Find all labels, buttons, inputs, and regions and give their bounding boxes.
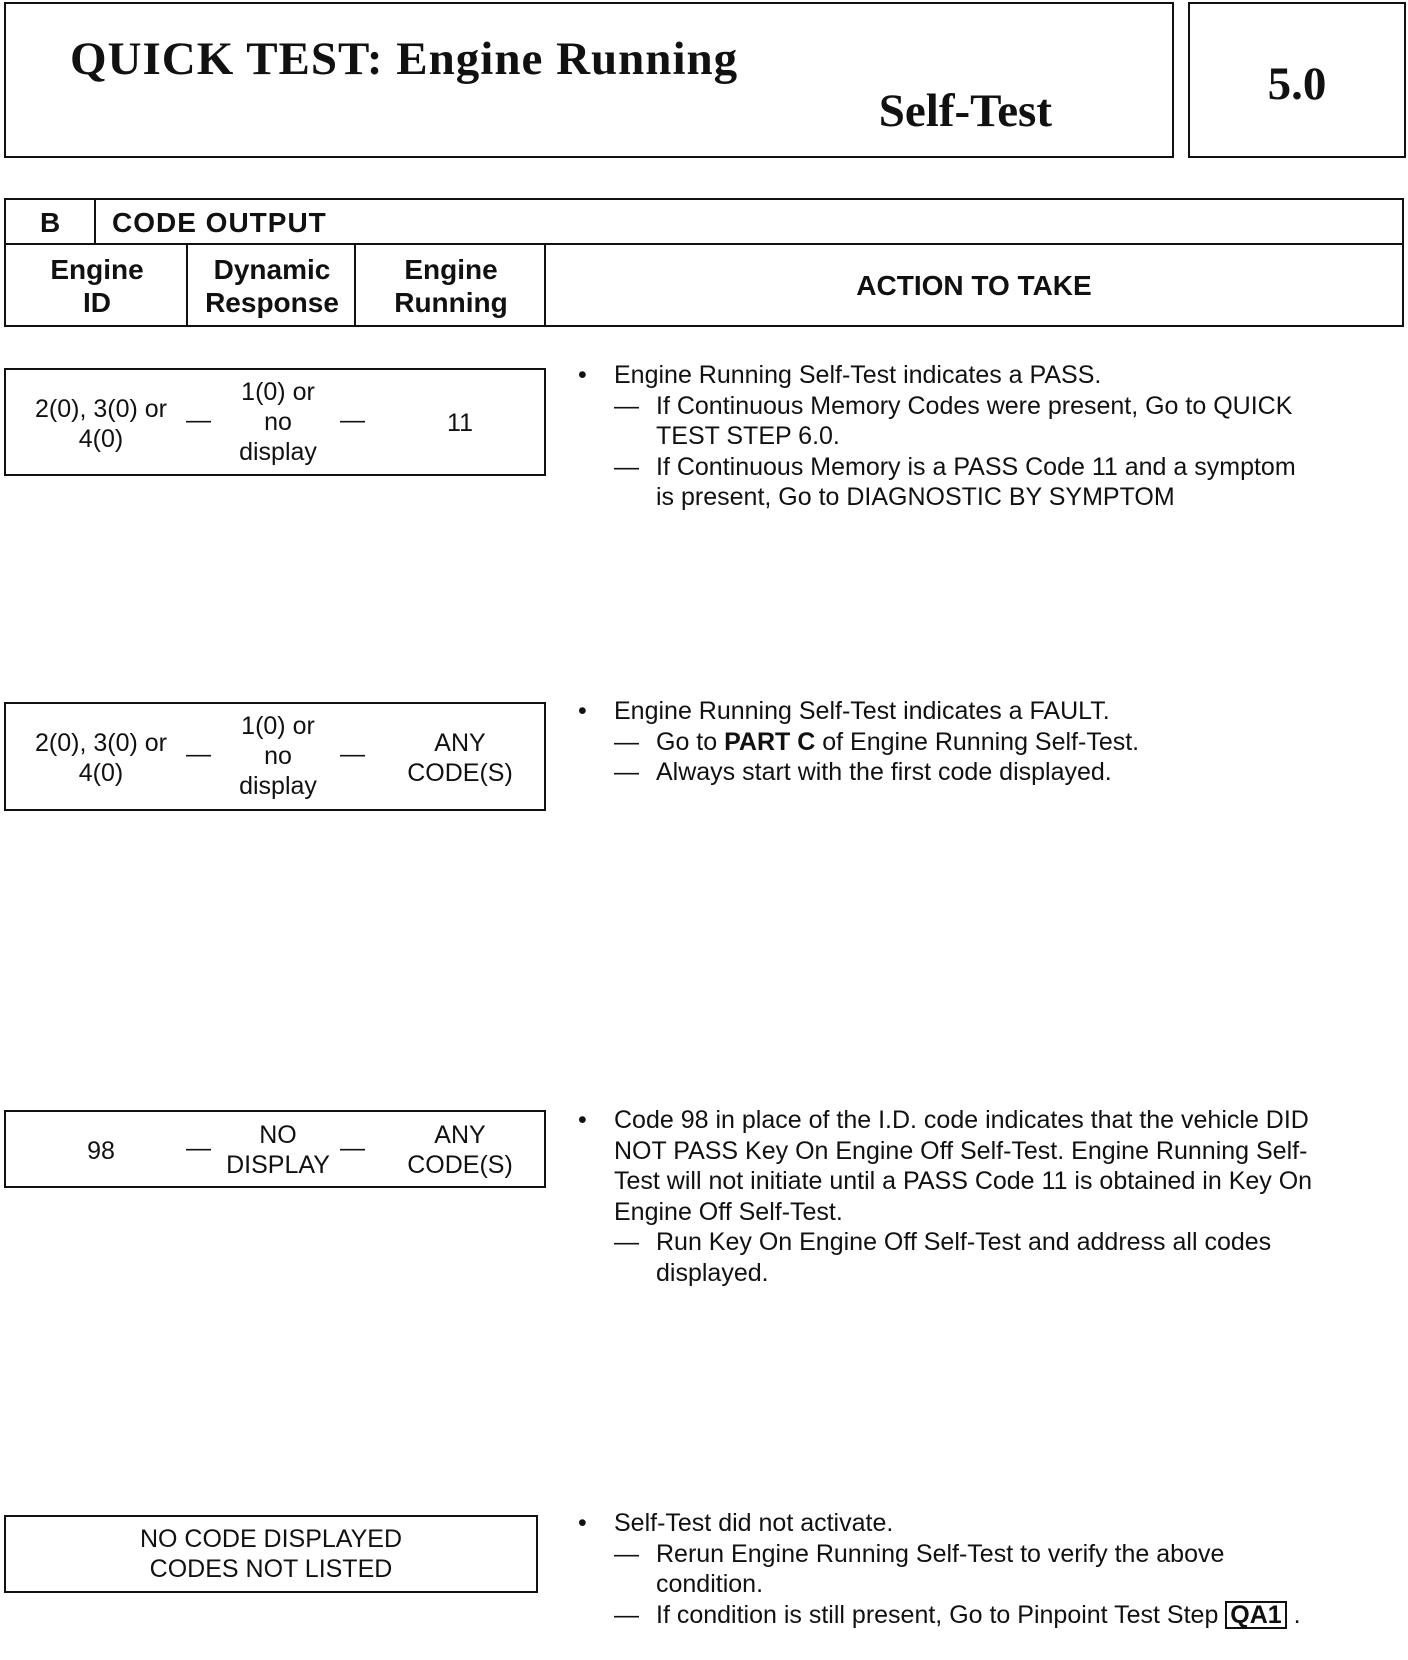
engine-running-value: ANY CODE(S) (407, 729, 513, 787)
action-code-98: • Code 98 in place of the I.D. code indicates that the vehicle DID NOT PASS Key On Engine Off Self-Test. Engine Running Self-Test will not initiate until a PASS Code 11 is obtained in Key On Engine Off Self-Test. — Run Key On Engine Off Self-Test and address all codes displayed. (578, 1106, 1313, 1287)
section-number-box (1188, 2, 1406, 158)
engine-running-value: ANY CODE(S) (407, 1121, 513, 1179)
engine-id-value: 2(0), 3(0) or 4(0) (35, 729, 167, 787)
divider (94, 200, 96, 243)
page-title-line1: QUICK TEST: Engine Running (70, 33, 739, 85)
separator-dash: — (186, 740, 211, 768)
action-pass: • Engine Running Self-Test indicates a PASS. — If Continuous Memory Codes were present, Go to QUICK TEST STEP 6.0. — If Continuous Memory is a PASS Code 11 and a symptom is present, Go to DIAGNOSTIC BY SYMPTOM (578, 361, 1296, 511)
no-code-text: NO CODE DISPLAYED CODES NOT LISTED (139, 1525, 403, 1583)
page-title-line2: Self-Test (878, 85, 1052, 137)
dynamic-response-value: 1(0) or no display (239, 378, 317, 466)
separator-dash: — (340, 1134, 365, 1162)
col-action: ACTION TO TAKE (856, 270, 1092, 301)
code-box-pass (4, 368, 546, 476)
section-number: 5.0 (1267, 58, 1327, 110)
separator-dash: — (340, 406, 365, 434)
column-header-row (4, 243, 1404, 327)
separator-dash: — (186, 1134, 211, 1162)
pinpoint-step-qa1: QA1 (1225, 1601, 1286, 1629)
code-box-no-code (4, 1515, 538, 1593)
col-engine-running: Engine Running (394, 254, 508, 318)
col-dynamic-response: Dynamic Response (205, 254, 339, 318)
code-box-98 (4, 1110, 546, 1188)
col-engine-id: Engine ID (50, 254, 144, 318)
dynamic-response-value: NO DISPLAY (226, 1121, 330, 1179)
action-no-code: • Self-Test did not activate. — Rerun Engine Running Self-Test to verify the above condition. — If condition is still present, Go to Pinpoint Test Step QA1 . (578, 1509, 1301, 1629)
separator-dash: — (340, 740, 365, 768)
part-title: CODE OUTPUT (112, 207, 327, 238)
action-fault: • Engine Running Self-Test indicates a FAULT. — Go to PART C of Engine Running Self-Test. — Always start with the first code displayed. (578, 697, 1140, 786)
separator-dash: — (186, 406, 211, 434)
code-box-fault (4, 702, 546, 811)
code-output-header (4, 198, 1404, 245)
dynamic-response-value: 1(0) or no display (239, 712, 317, 800)
engine-running-value: 11 (447, 409, 473, 437)
title-box (4, 2, 1174, 158)
engine-id-value: 2(0), 3(0) or 4(0) (35, 395, 167, 453)
part-letter: B (40, 207, 62, 238)
engine-id-value: 98 (87, 1137, 115, 1165)
